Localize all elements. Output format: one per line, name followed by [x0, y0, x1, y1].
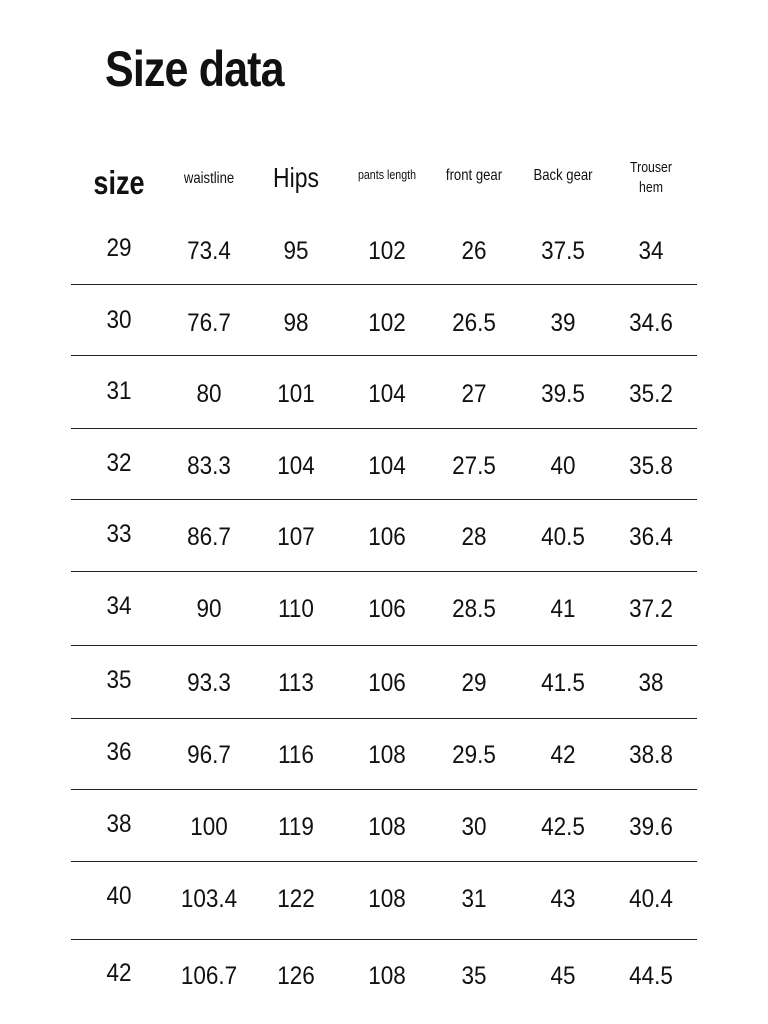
- cell-size: 30: [106, 306, 132, 334]
- cell-pants-length: 108: [368, 741, 406, 769]
- cell-size: 42: [106, 959, 132, 987]
- cell-back-gear: 43: [550, 885, 576, 913]
- cell-trouser-hem: 40.4: [629, 885, 673, 913]
- cell-waistline: 86.7: [187, 523, 231, 551]
- cell-trouser-hem: 35.2: [629, 380, 673, 408]
- column-header-trouser-hem-line2: hem: [639, 178, 663, 196]
- cell-waistline: 100: [190, 813, 228, 841]
- cell-hips: 104: [277, 452, 315, 480]
- cell-back-gear: 39: [550, 309, 576, 337]
- cell-size: 34: [106, 592, 132, 620]
- cell-trouser-hem: 35.8: [629, 452, 673, 480]
- cell-front-gear: 29: [461, 669, 487, 697]
- cell-back-gear: 41.5: [541, 669, 585, 697]
- cell-size: 40: [106, 882, 132, 910]
- cell-back-gear: 42.5: [541, 813, 585, 841]
- cell-back-gear: 39.5: [541, 380, 585, 408]
- cell-front-gear: 26: [461, 237, 487, 265]
- cell-hips: 107: [277, 523, 315, 551]
- cell-front-gear: 31: [461, 885, 487, 913]
- column-header-size: size: [93, 164, 145, 201]
- cell-waistline: 90: [196, 595, 222, 623]
- cell-front-gear: 35: [461, 962, 487, 990]
- column-header-waistline: waistline: [183, 170, 235, 187]
- column-header-hips: Hips: [273, 162, 319, 193]
- cell-hips: 122: [277, 885, 315, 913]
- cell-trouser-hem: 38: [638, 669, 664, 697]
- cell-pants-length: 102: [368, 237, 406, 265]
- row-divider: [71, 284, 697, 285]
- cell-hips: 126: [277, 962, 315, 990]
- row-divider: [71, 645, 697, 646]
- cell-pants-length: 104: [368, 380, 406, 408]
- cell-hips: 110: [278, 595, 314, 623]
- cell-hips: 116: [278, 741, 314, 769]
- cell-trouser-hem: 44.5: [629, 962, 673, 990]
- cell-hips: 98: [283, 309, 309, 337]
- cell-back-gear: 37.5: [541, 237, 585, 265]
- cell-trouser-hem: 39.6: [629, 813, 673, 841]
- cell-pants-length: 108: [368, 962, 406, 990]
- cell-hips: 95: [283, 237, 309, 265]
- cell-front-gear: 27: [461, 380, 487, 408]
- cell-hips: 101: [277, 380, 315, 408]
- cell-front-gear: 26.5: [452, 309, 496, 337]
- cell-back-gear: 45: [550, 962, 576, 990]
- cell-pants-length: 106: [368, 523, 406, 551]
- cell-front-gear: 27.5: [452, 452, 496, 480]
- cell-back-gear: 40.5: [541, 523, 585, 551]
- cell-hips: 119: [278, 813, 314, 841]
- cell-waistline: 73.4: [187, 237, 231, 265]
- cell-size: 36: [106, 738, 132, 766]
- row-divider: [71, 499, 697, 500]
- row-divider: [71, 861, 697, 862]
- cell-back-gear: 40: [550, 452, 576, 480]
- column-header-trouser-hem: [630, 158, 672, 197]
- cell-waistline: 80: [196, 380, 222, 408]
- cell-waistline: 83.3: [187, 452, 231, 480]
- cell-trouser-hem: 34.6: [629, 309, 673, 337]
- column-header-front-gear: front gear: [445, 167, 503, 184]
- cell-trouser-hem: 34: [638, 237, 664, 265]
- row-divider: [71, 355, 697, 356]
- cell-size: 31: [106, 377, 132, 405]
- cell-trouser-hem: 36.4: [629, 523, 673, 551]
- cell-size: 33: [106, 520, 132, 548]
- cell-pants-length: 108: [368, 885, 406, 913]
- cell-trouser-hem: 38.8: [629, 741, 673, 769]
- cell-trouser-hem: 37.2: [629, 595, 673, 623]
- table-header: [0, 150, 768, 210]
- cell-pants-length: 102: [368, 309, 406, 337]
- cell-waistline: 93.3: [187, 669, 231, 697]
- cell-waistline: 96.7: [187, 741, 231, 769]
- cell-waistline: 106.7: [180, 962, 238, 990]
- cell-front-gear: 30: [461, 813, 487, 841]
- cell-front-gear: 28.5: [452, 595, 496, 623]
- cell-front-gear: 29.5: [452, 741, 496, 769]
- cell-back-gear: 41: [550, 595, 576, 623]
- column-header-pants-length: pants length: [357, 167, 417, 182]
- cell-back-gear: 42: [550, 741, 576, 769]
- column-header-trouser-hem-line1: Trouser: [630, 159, 672, 176]
- page-title: Size data: [105, 41, 284, 97]
- row-divider: [71, 718, 697, 719]
- cell-waistline: 103.4: [180, 885, 238, 913]
- cell-pants-length: 106: [368, 595, 406, 623]
- cell-front-gear: 28: [461, 523, 487, 551]
- row-divider: [71, 571, 697, 572]
- cell-pants-length: 104: [368, 452, 406, 480]
- cell-size: 32: [106, 449, 132, 477]
- row-divider: [71, 789, 697, 790]
- cell-pants-length: 106: [368, 669, 406, 697]
- row-divider: [71, 939, 697, 940]
- cell-size: 38: [106, 810, 132, 838]
- cell-hips: 113: [278, 669, 314, 697]
- cell-size: 29: [106, 234, 132, 262]
- cell-waistline: 76.7: [187, 309, 231, 337]
- row-divider: [71, 428, 697, 429]
- column-header-back-gear: Back gear: [533, 167, 593, 184]
- cell-pants-length: 108: [368, 813, 406, 841]
- cell-size: 35: [106, 666, 132, 694]
